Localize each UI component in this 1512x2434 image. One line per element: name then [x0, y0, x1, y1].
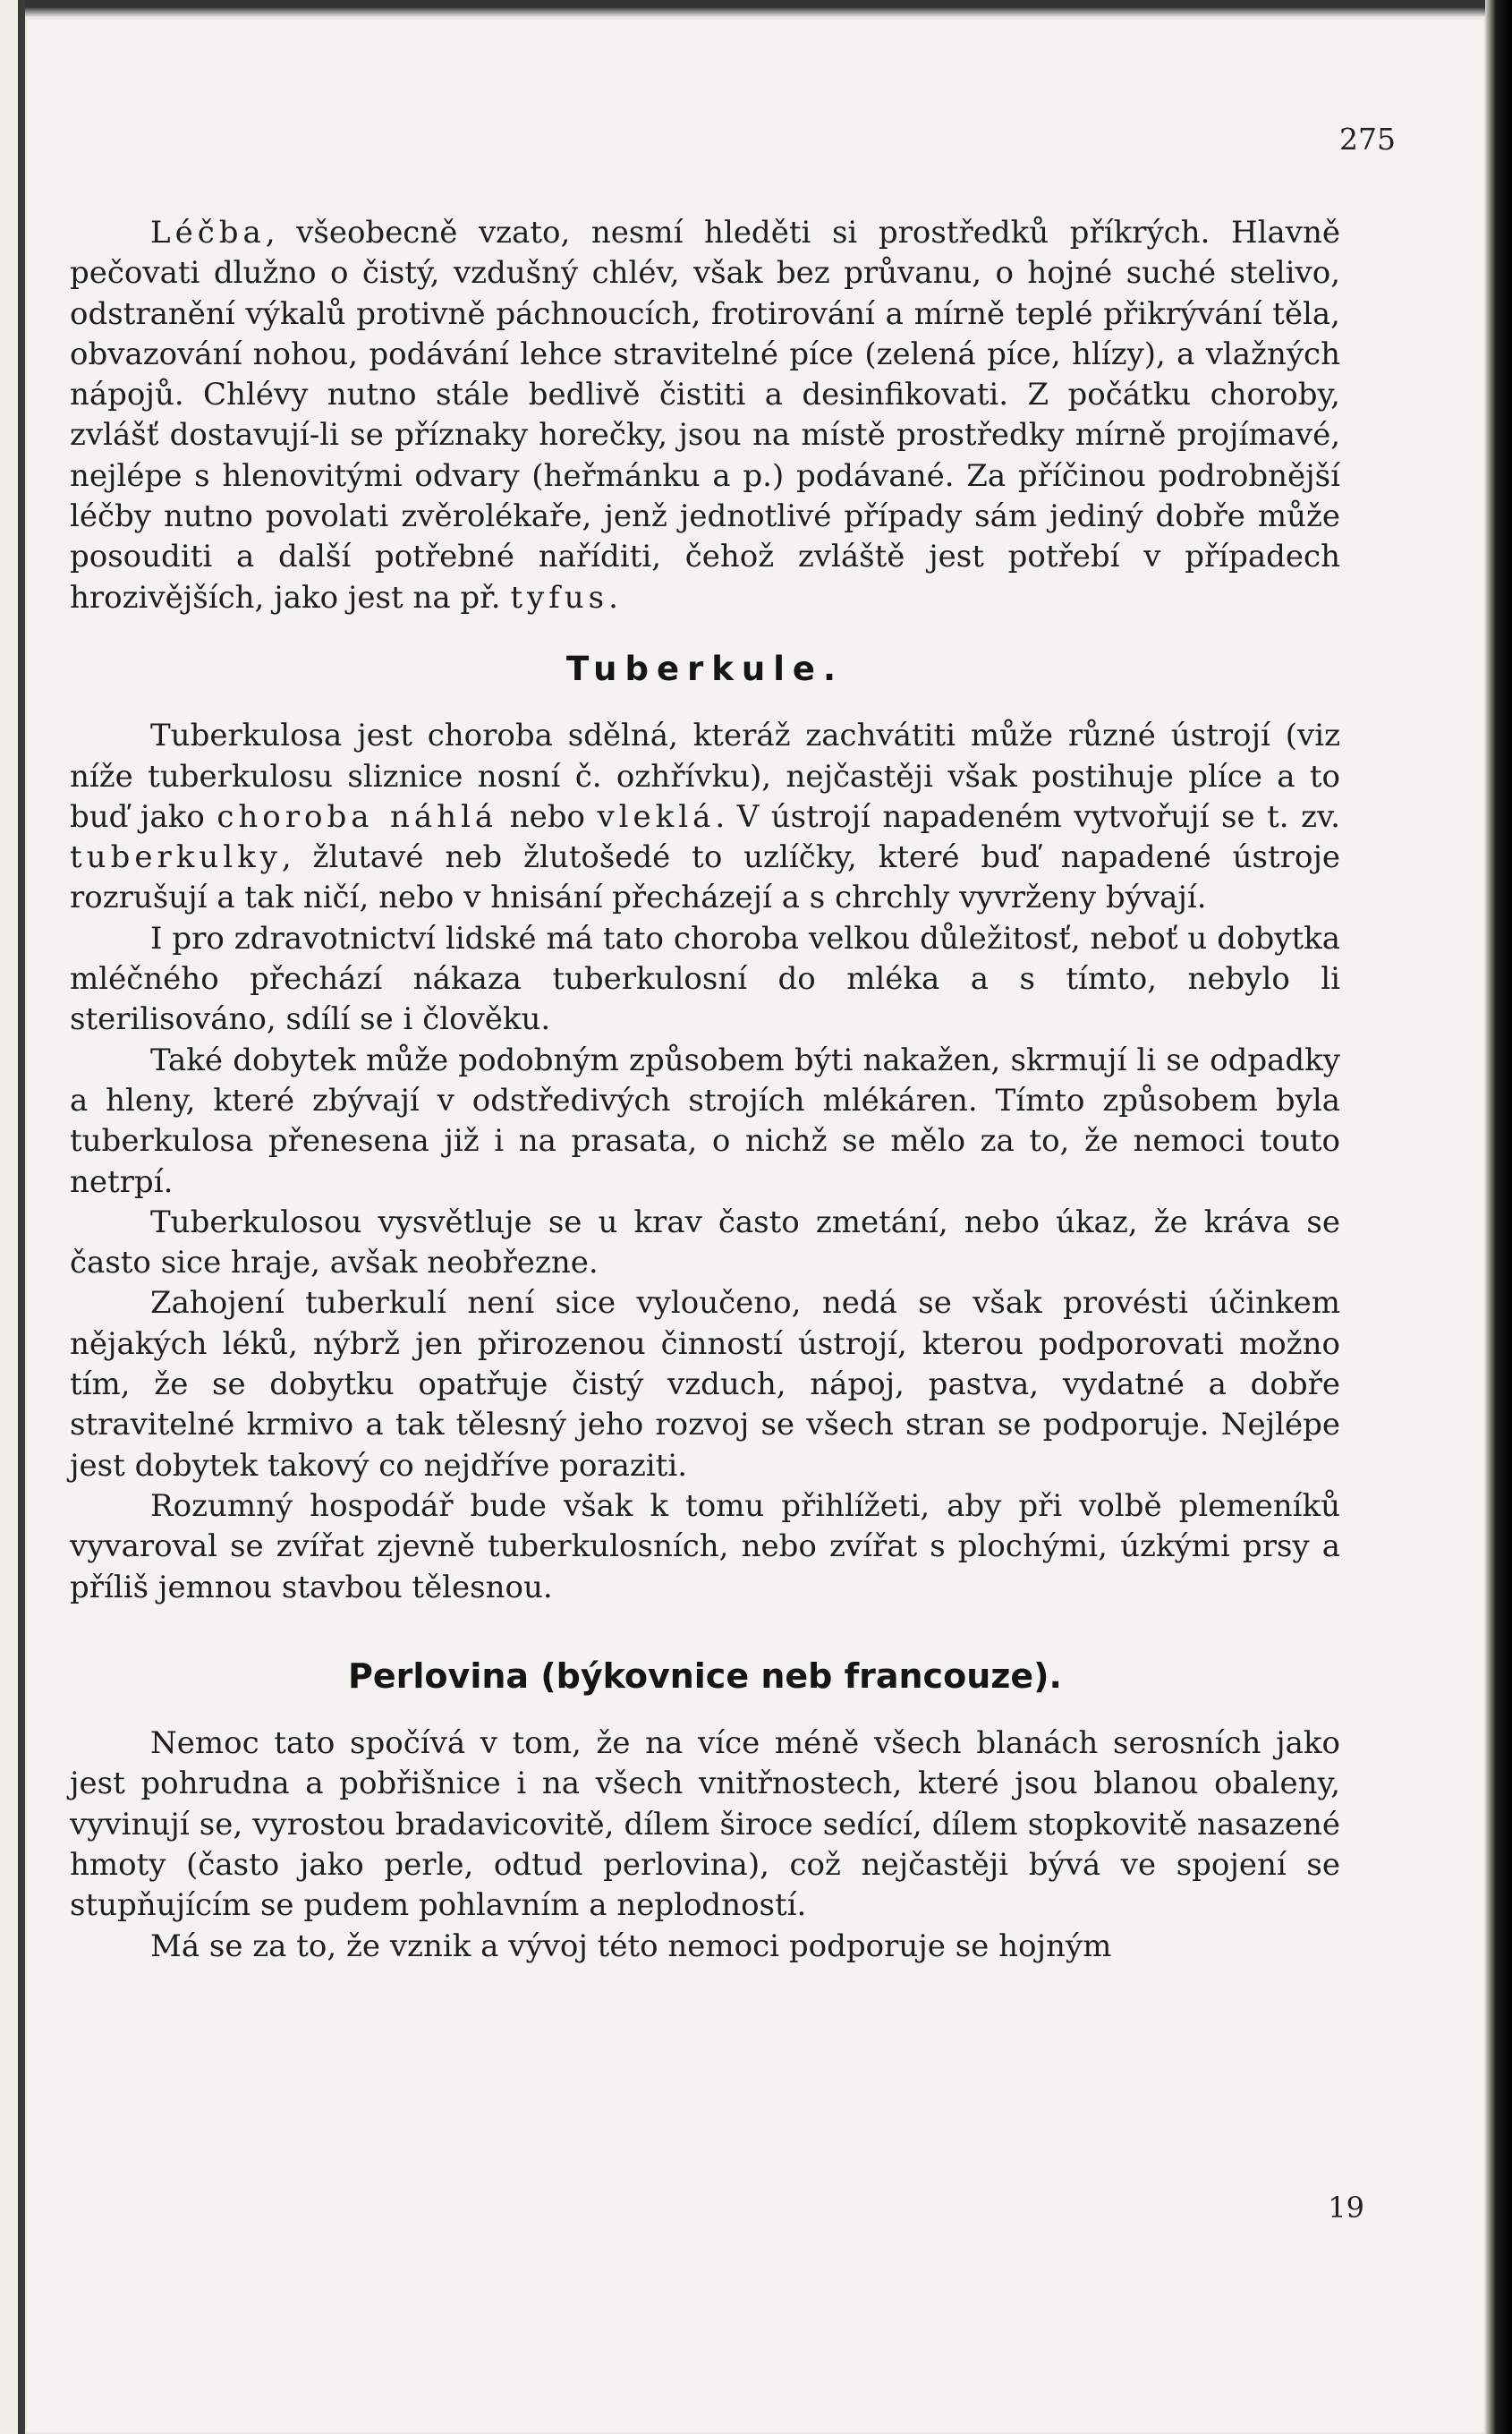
tuberkule-paragraph-2: I pro zdravotnictví lidské má tato choroba velkou důležitosť, neboť u dobytka mléčného přechází nákaza tuberkulosní do mléka a s tímto, nebylo li sterilisováno, sdílí se i člověku. — [70, 920, 1340, 1038]
tuberkule-p1-c: . V ústrojí napadeném vytvořují se t. zv. — [715, 798, 1340, 835]
intro-paragraph — [70, 213, 1340, 618]
section-heading-perlovina: Perlovina (býkovnice neb francouze). — [348, 1655, 1062, 1696]
scan-top-edge — [25, 0, 1512, 18]
tuberkule-p1-a: Tuberkulosa jest choroba sdělná, kteráž zachvátiti může různé ústrojí (viz níže tuberkulosu sliznice nosní č. ozhřívku), nejčastěji však postihuje plíce a to buď jako — [70, 718, 1340, 835]
scan-left-edge — [0, 0, 25, 2434]
page-content — [70, 109, 1340, 1967]
page-number: 275 — [1339, 122, 1396, 157]
tuberkule-paragraph-4: Tuberkulosou vysvětluje se u krav často zmetání, nebo úkaz, že kráva se často sice hraje, avšak neobřezne. — [70, 1204, 1340, 1281]
scan-right-edge — [1485, 0, 1512, 2434]
tuberkule-paragraph-5: Zahojení tuberkulí není sice vyloučeno, nedá se však provésti účinkem nějakých léků, nýbrž jen přirozenou činností ústrojí, kterou podporovati možno tím, že se dobytku opatřuje čistý vzduch, nápoj, pastva, vydatné a dobře stravitelné krmivo a tak tělesný jeho rozvoj se všech stran se podporuje. Nejlépe jest dobytek takový co nejdříve poraziti. — [70, 1285, 1340, 1484]
tuberkule-paragraph-1 — [70, 716, 1340, 918]
term-vlekla: vleklá — [597, 798, 716, 835]
term-choroba-nahla: choroba náhlá — [217, 798, 498, 835]
tuberkule-paragraph-3: Také dobytek může podobným způsobem býti nakažen, skrmují li se odpadky a hleny, které zbývají v odstředivých strojích mlékáren. Tímto způsobem byla tuberkulosa přenesena již i na prasata, o nichž se mělo za to, že nemoci touto netrpí. — [70, 1042, 1340, 1200]
signature-mark: 19 — [1328, 2191, 1364, 2225]
lead-word: Léčba — [150, 215, 266, 251]
tuberkule-p1-d: , žlutavé neb žlutošedé to uzlíčky, které buď napadené ústroje rozrušují a tak ničí, nebo v hnisání přecházejí a s chrchly vyvrženy bývají. — [70, 839, 1340, 916]
intro-text-2: . — [608, 579, 618, 616]
term-typhus: tyfus — [510, 579, 609, 616]
perlovina-paragraph-2: Má se za to, že vznik a vývoj této nemoci podporuje se hojným — [150, 1928, 1112, 1964]
tuberkule-paragraph-6: Rozumný hospodář bude však k tomu přihlížeti, aby při volbě plemeníků vyvaroval se zvířat zjevně tuberkulosních, nebo zvířat s plochými, úzkými prsy a příliš jemnou stavbou tělesnou. — [70, 1487, 1340, 1605]
section-heading-tuberkule: Tuberkule. — [565, 649, 845, 688]
tuberkule-p1-b: nebo — [497, 798, 598, 835]
term-tuberkulky: tuberkulky — [70, 839, 282, 876]
perlovina-paragraph-1: Nemoc tato spočívá v tom, že na více méně všech blanách serosních jako jest pohrudna a pobřišnice i na všech vnitřnostech, které jsou blanou obaleny, vyvinují se, vyrostou bradavicovitě, dílem široce sedící, dílem stopkovitě nasazené hmoty (často jako perle, odtud perlovina), což nejčastěji bývá ve spojení se stupňujícím se pudem pohlavním a neplodností. — [70, 1725, 1340, 1924]
intro-text-1: , všeobecně vzato, nesmí hleděti si prostředků příkrých. Hlavně pečovati dlužno o čistý, vzdušný chlév, však bez průvanu, o hojné suché stelivo, odstranění výkalů protivně páchnoucích, frotirování a mírně teplé přikrývání těla, obvazování nohou, podávání lehce stravitelné píce (zelená píce, hlízy), a vlažných nápojů. Chlévy nutno stále bedlivě čistiti a desinfikovati. Z počátku choroby, zvlášť dostavují-li se příznaky horečky, jsou na místě prostředky mírně projímavé, nejlépe s hlenovitými odvary (heřmánku a p.) podávané. Za příčinou podrobnější léčby nutno povolati zvěrolékaře, jenž jednotlivé případy sám jediný dobře může posouditi a další potřebné naříditi, čehož zvláště jest potřebí v případech hrozivějších, jako jest na př. — [70, 215, 1340, 616]
